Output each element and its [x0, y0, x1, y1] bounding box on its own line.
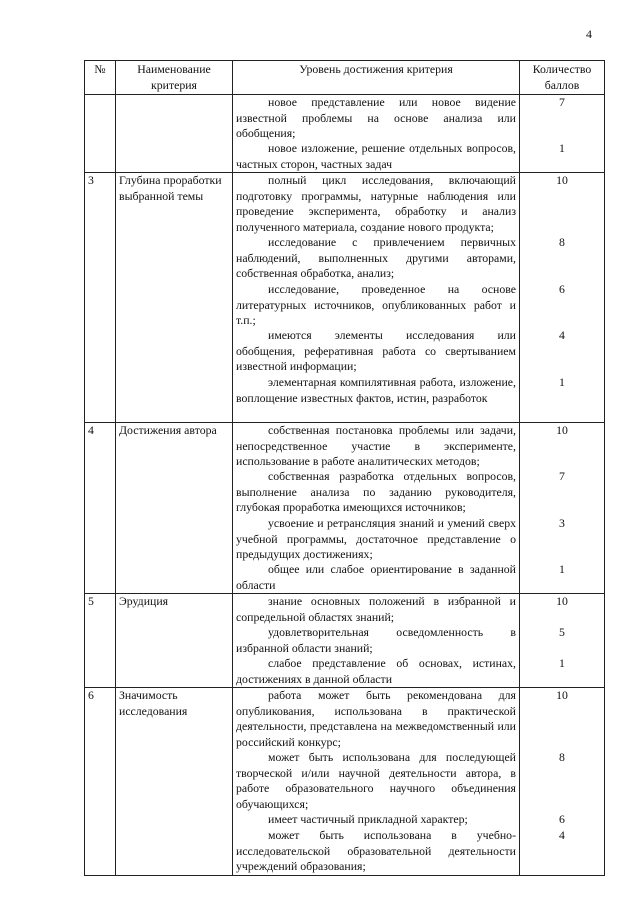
- level-item: полный цикл исследования, включающий подготовку программы, натурные наблюдения или проведение эксперимента, обработку и анализ полученного материала, создание нового продукта;: [236, 173, 516, 234]
- level-item: усвоение и ретрансляция знаний и умений сверх учебной программы, достаточное представление о предыдущих достижениях;: [236, 516, 516, 562]
- score-value: 10: [556, 594, 568, 609]
- level-item: исследование с привлечением первичных наблюдений, выполненных другими авторами, собственная обработка, анализ;: [236, 235, 516, 281]
- level-item: работа может быть рекомендована для опубликования, использована в практической деятельности, представлена на межведомственный или российский конкурс;: [236, 688, 516, 749]
- row-num: 4: [85, 423, 116, 594]
- criterion-name: Достижения автора: [116, 423, 233, 594]
- header-num: №: [85, 61, 116, 95]
- criteria-table: [84, 60, 605, 876]
- score-value: 8: [559, 235, 565, 250]
- score-value: 1: [559, 562, 565, 577]
- score-value: 6: [559, 282, 565, 297]
- score-value: 10: [556, 173, 568, 188]
- level-item: элементарная компилятивная работа, изложение, воплощение известных фактов, истин, разработок: [236, 375, 516, 405]
- criterion-name: Глубина проработки выбранной темы: [116, 173, 233, 423]
- score-cell: [520, 688, 605, 876]
- table-row: [85, 688, 605, 876]
- score-value: 1: [559, 375, 565, 390]
- score-value: 7: [559, 95, 565, 110]
- page-number: 4: [586, 27, 592, 41]
- header-name: Наименование критерия: [116, 61, 233, 95]
- row-num: 5: [85, 594, 116, 688]
- criterion-name: Эрудиция: [116, 594, 233, 688]
- level-item: слабое представление об основах, истинах, достижениях в данной области: [236, 656, 516, 686]
- score-cell: [520, 423, 605, 594]
- score-value: 7: [559, 469, 565, 484]
- level-item: может быть использована для последующей творческой и/или научной деятельности автора, в работе образовательного научного объединения обучающихся;: [236, 750, 516, 811]
- header-score: Количество баллов: [520, 61, 605, 95]
- table-row: [85, 173, 605, 423]
- row-num: [85, 95, 116, 173]
- table-row: [85, 423, 605, 594]
- level-cell: [233, 95, 520, 173]
- level-item: знание основных положений в избранной и сопредельной областях знаний;: [236, 594, 516, 624]
- level-cell: [233, 423, 520, 594]
- header-level: Уровень достижения критерия: [233, 61, 520, 95]
- level-cell: [233, 594, 520, 688]
- level-item: имеются элементы исследования или обобщения, реферативная работа со свертыванием известной информации;: [236, 328, 516, 374]
- level-cell: [233, 173, 520, 423]
- row-num: 6: [85, 688, 116, 876]
- score-value: 10: [556, 688, 568, 703]
- level-item: удовлетворительная осведомленность в избранной области знаний;: [236, 625, 516, 655]
- score-value: 8: [559, 750, 565, 765]
- table-header-row: [85, 61, 605, 95]
- level-cell: [233, 688, 520, 876]
- score-value: 4: [559, 828, 565, 843]
- score-value: 1: [559, 656, 565, 671]
- score-value: 4: [559, 328, 565, 343]
- level-item: имеет частичный прикладной характер;: [268, 812, 468, 827]
- score-value: 1: [559, 141, 565, 156]
- row-num: 3: [85, 173, 116, 423]
- score-cell: [520, 594, 605, 688]
- score-cell: [520, 95, 605, 173]
- score-value: 10: [556, 423, 568, 438]
- table-row: [85, 594, 605, 688]
- level-item: собственная постановка проблемы или задачи, непосредственное участие в эксперименте, использование в работе аналитических методов;: [236, 423, 516, 469]
- table-row: [85, 95, 605, 173]
- level-item: может быть использована в учебно-исследовательской образовательной деятельности учреждений образования;: [236, 828, 516, 874]
- level-item: собственная разработка отдельных вопросов, выполнение анализа по заданию руководителя, глубокая проработка имеющихся источников;: [236, 469, 516, 515]
- score-cell: [520, 173, 605, 423]
- score-value: 6: [559, 812, 565, 827]
- level-item: новое изложение, решение отдельных вопросов, частных сторон, частных задач: [236, 141, 516, 171]
- level-item: новое представление или новое видение известной проблемы на основе анализа или обобщения;: [236, 95, 516, 141]
- score-value: 5: [559, 625, 565, 640]
- score-value: 3: [559, 516, 565, 531]
- criterion-name: [116, 95, 233, 173]
- criterion-name: Значимость исследования: [116, 688, 233, 876]
- level-item: общее или слабое ориентирование в заданной области: [236, 562, 516, 592]
- level-item: исследование, проведенное на основе литературных источников, опубликованных работ и т.п.;: [236, 282, 516, 328]
